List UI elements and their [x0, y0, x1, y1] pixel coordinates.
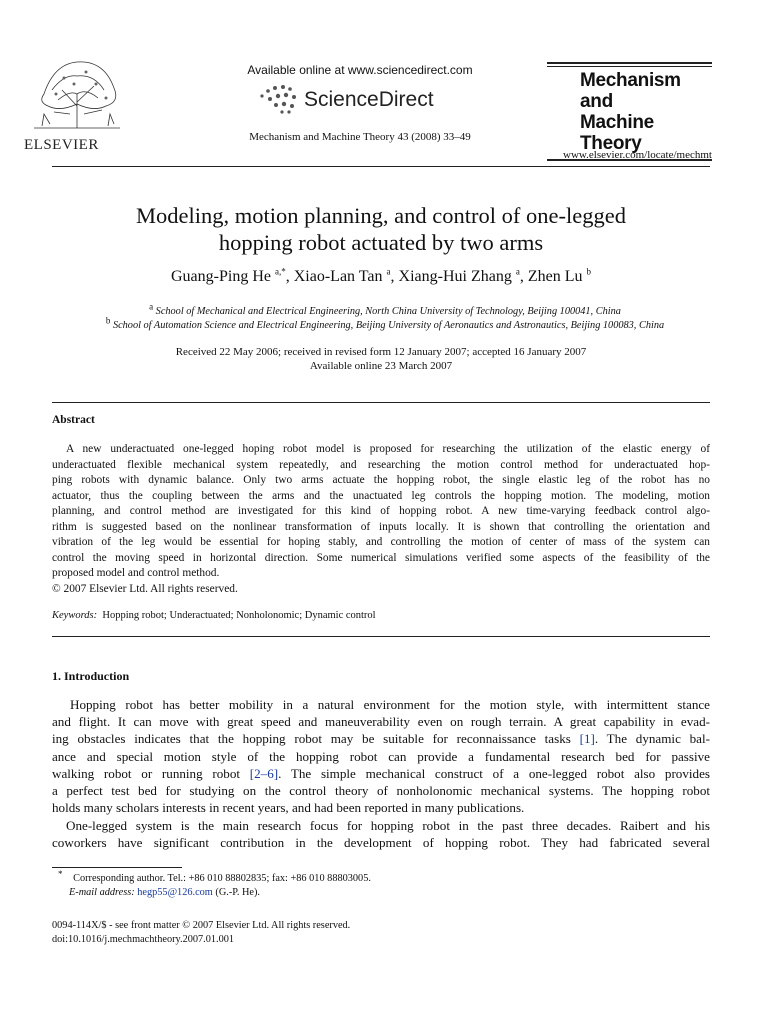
affiliation-mark: a — [149, 301, 154, 312]
keywords — [52, 610, 376, 621]
abstract-copyright: © 2007 Elsevier Ltd. All rights reserved. — [52, 582, 238, 595]
body-line: ance and special motion style of the hopping robot can provide a fundamental research bed for passive — [52, 748, 710, 764]
article-title-line: hopping robot actuated by two arms — [218, 230, 544, 255]
footnote-mark: * — [58, 868, 63, 879]
abstract-line: vibration of the leg would be essential for hoping stably, and controlling the motion of center of mass of the system can — [52, 536, 710, 548]
footnote-email: E-mail address: hegp55@126.com (G.-P. He). — [69, 887, 261, 898]
abstract-line: actuator, thus the coupling between the arms and the unactuated leg controls the hopping motion. The modeling, motion — [52, 489, 710, 502]
journal-citation: Mechanism and Machine Theory 43 (2008) 33–49 — [249, 131, 471, 143]
email-label: E-mail address: — [69, 887, 135, 898]
body-line: Hopping robot has better mobility in a natural environment for the motion style, with intermittent stance — [70, 697, 710, 712]
abstract-line: underactuated flexible mechanical system repeatedly, and researching the motion control method for underactuated hop- — [52, 458, 710, 471]
body-line: a perfect test bed for studying on the control theory of nonholonomic mechanical systems. The hopping robot — [52, 783, 710, 799]
keywords-label: Keywords: — [52, 610, 98, 621]
journal-url[interactable]: www.elsevier.com/locate/mechmt — [563, 149, 712, 161]
author-name[interactable]: Zhen Lu — [527, 268, 583, 285]
body-line: One-legged system is the main research focus for hopping robot in the past three decades. Raibert and his — [66, 818, 710, 833]
article-dates — [52, 345, 710, 373]
author-name[interactable]: Xiang-Hui Zhang — [398, 268, 512, 285]
abstract-line: A new underactuated one-legged hoping robot model is proposed for researching the utilization of the elastic energy of — [66, 443, 710, 455]
abstract-line: rithm is suggested based on the nonlinear transformation of inputs locally. It is shown that controlling the orientation and — [52, 520, 710, 533]
citation-link[interactable]: [1] — [579, 731, 595, 747]
issn-line: 0094-114X/$ - see front matter © 2007 Elsevier Ltd. All rights reserved. — [52, 920, 351, 931]
introduction-paragraph-2 — [52, 817, 710, 851]
author-affiliation-mark: a,* — [274, 266, 286, 277]
author-affiliation-mark: a — [386, 266, 391, 277]
body-line-with-citation: ing obstacles indicates that the hopping robot may be suitable for reconnaissance tasks [1]. The dynamic bal- — [52, 731, 710, 747]
author-affiliation-mark: a — [515, 266, 520, 277]
journal-title-line: Machine Theory — [580, 112, 654, 154]
author-name[interactable]: Guang-Ping He — [171, 268, 271, 285]
front-matter — [52, 919, 350, 947]
abstract-heading: Abstract — [52, 414, 95, 426]
section-heading-introduction: 1. Introduction — [52, 669, 130, 683]
abstract-line: proposed model and control method. — [52, 567, 220, 579]
affiliation-a — [40, 301, 730, 319]
article-title-line: Modeling, motion planning, and control of one-legged — [136, 203, 626, 228]
citation-link[interactable]: [2–6] — [249, 765, 279, 781]
abstract-line: control the moving speed in horizontal direction. Some numerical simulations verified some aspects of the feasibility of the — [52, 551, 710, 564]
keywords-list: Hopping robot; Underactuated; Nonholonomic; Dynamic control — [102, 610, 376, 621]
footnote-corresponding: * Corresponding author. Tel.: +86 010 88802835; fax: +86 010 88803005. — [58, 868, 371, 884]
abstract-body — [52, 442, 710, 597]
dates-available: Available online 23 March 2007 — [309, 360, 453, 372]
affiliation-mark: b — [105, 315, 111, 326]
author-affiliation-mark: b — [586, 266, 591, 277]
abstract-bottom-rule — [52, 636, 710, 637]
body-line-with-citation: walking robot or running robot [2–6]. The simple mechanical construct of a one-legged robot also provides — [52, 765, 710, 781]
affiliation-b — [40, 315, 730, 333]
journal-title-block — [547, 62, 712, 161]
dates-received: Received 22 May 2006; received in revised form 12 January 2007; accepted 16 January 2007 — [175, 346, 587, 358]
introduction-paragraph-1 — [52, 696, 710, 816]
abstract-line: planning, and control method are investigated for this kind of hopping robot. A new time-varying feedback control algo- — [52, 505, 710, 517]
journal-title-line: and — [580, 91, 613, 112]
email-link[interactable]: hegp55@126.com — [137, 887, 213, 898]
footnote — [52, 868, 371, 900]
journal-title-line: Mechanism — [580, 70, 681, 91]
elsevier-tree-icon — [24, 54, 130, 130]
sciencedirect-logo — [256, 82, 466, 118]
sciencedirect-wordmark: ScienceDirect — [304, 88, 434, 111]
header-rule — [52, 166, 710, 167]
abstract-top-rule — [52, 402, 710, 403]
available-online: Available online at www.sciencedirect.com — [247, 63, 473, 77]
elsevier-logo — [24, 54, 132, 153]
body-line: and flight. It can move with great speed and maneuverability even on rough terrain. A great capability in evad- — [52, 714, 710, 730]
sciencedirect-dots-icon — [256, 82, 300, 116]
affiliation-text: School of Automation Science and Electrical Engineering, Beijing University of Aeronautics and Astronautics, Beijing 100083, China — [112, 320, 665, 331]
doi-line[interactable]: doi:10.1016/j.mechmachtheory.2007.01.001 — [52, 934, 235, 945]
author-name[interactable]: Xiao-Lan Tan — [293, 268, 383, 285]
author-list: Guang-Ping He $^{a,*}$, Xiao-Lan Tan $^a$, Xiang-Hui Zhang $^a$, Zhen Lu $^b$ — [171, 266, 591, 285]
article-title — [52, 202, 710, 256]
affiliation-text: School of Mechanical and Electrical Engineering, North China University of Technology, Beijing 100041, China — [155, 306, 621, 317]
body-line: holds many scholars interests in recent years, and had been reported in many publications. — [52, 800, 525, 816]
elsevier-wordmark: ELSEVIER — [24, 137, 99, 153]
abstract-line: ping robots with dynamic balance. Only two arms actuate the hopping robot, the single elastic leg of the robot has no — [52, 474, 710, 486]
affiliations — [40, 301, 730, 333]
footnote-rule — [52, 867, 182, 868]
body-line: coworkers have significant contribution in the development of hopping robot. They had fabricated several — [52, 835, 710, 851]
